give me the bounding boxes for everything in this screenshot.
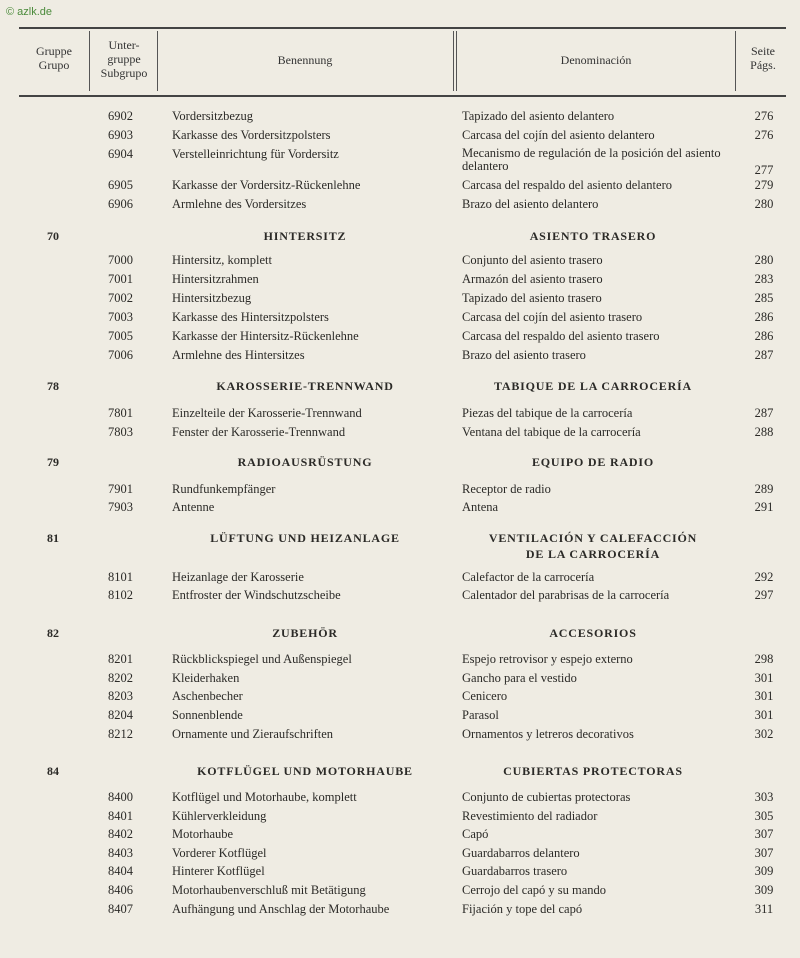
table-row	[0, 808, 800, 824]
table-row	[0, 309, 800, 325]
table-row	[0, 569, 800, 585]
part-name-es: Armazón del asiento trasero	[462, 272, 603, 286]
header-untergruppe: Unter- gruppe Subgrupo	[100, 38, 148, 80]
part-name-de: Rückblickspiegel und Außenspiegel	[172, 652, 352, 666]
subgroup-number: 8403	[108, 846, 133, 860]
subgroup-number: 7002	[108, 291, 133, 305]
part-name-es: Ornamentos y letreros decorativos	[462, 727, 634, 741]
part-name-es: Carcasa del cojín del asiento delantero	[462, 128, 655, 142]
group-number: 84	[47, 764, 59, 778]
page-number: 302	[754, 727, 774, 741]
page-number: 303	[754, 790, 774, 804]
part-name-de: Rundfunkempfänger	[172, 482, 276, 496]
part-name-es: Calefactor de la carrocería	[462, 570, 595, 584]
subgroup-number: 7003	[108, 310, 133, 324]
part-name-es: Carcasa del respaldo del asiento delantero	[462, 178, 672, 192]
group-number: 70	[47, 229, 59, 243]
group-title-de: LÜFTUNG UND HEIZANLAGE	[210, 531, 400, 545]
part-name-es: Guardabarros trasero	[462, 864, 568, 878]
part-name-de: Motorhaubenverschluß mit Betätigung	[172, 883, 366, 897]
subgroup-number: 6904	[108, 147, 133, 161]
part-name-de: Verstelleinrichtung für Vordersitz	[172, 147, 339, 161]
page-number: 298	[754, 652, 774, 666]
part-name-de: Ornamente und Zieraufschriften	[172, 727, 334, 741]
part-name-es: Receptor de radio	[462, 482, 551, 496]
table-row	[0, 196, 800, 212]
part-name-de: Karkasse der Vordersitz-Rückenlehne	[172, 178, 361, 192]
page-number: 279	[754, 178, 774, 192]
part-name-es: Cerrojo del capó y su mando	[462, 883, 607, 897]
subgroup-number: 8407	[108, 902, 133, 916]
group-title-es: ACCESORIOS	[549, 626, 637, 640]
page-number: 301	[754, 708, 774, 722]
part-name-es: Brazo del asiento delantero	[462, 197, 599, 211]
part-name-de: Entfroster der Windschutzscheibe	[172, 588, 341, 602]
group-title-de: KOTFLÜGEL UND MOTORHAUBE	[197, 764, 413, 778]
table-row	[0, 826, 800, 842]
part-name-es: Gancho para el vestido	[462, 671, 577, 685]
group-number: 78	[47, 379, 59, 393]
subgroup-number: 6906	[108, 197, 133, 211]
subgroup-number: 7803	[108, 425, 133, 439]
subgroup-number: 8102	[108, 588, 133, 602]
group-number: 82	[47, 626, 59, 640]
page-number: 285	[754, 291, 774, 305]
part-name-es: Antena	[462, 500, 499, 514]
group-number: 79	[47, 455, 59, 469]
group-header-row	[0, 530, 800, 561]
subgroup-number: 7005	[108, 329, 133, 343]
part-name-de: Karkasse der Hintersitz-Rückenlehne	[172, 329, 359, 343]
group-title-es: ASIENTO TRASERO	[529, 229, 657, 243]
part-name-es: Conjunto del asiento trasero	[462, 253, 603, 267]
table-row	[0, 347, 800, 363]
subgroup-number: 6902	[108, 109, 133, 123]
subgroup-number: 7006	[108, 348, 133, 362]
part-name-de: Kleiderhaken	[172, 671, 240, 685]
table-row	[0, 863, 800, 879]
header-benennung: Benennung	[277, 53, 333, 67]
table-row	[0, 328, 800, 344]
page-number: 288	[754, 425, 774, 439]
table-row	[0, 901, 800, 917]
part-name-de: Antenne	[172, 500, 215, 514]
page-number: 307	[754, 846, 774, 860]
header-seite: Seite Págs.	[750, 44, 776, 72]
column-divider	[453, 31, 454, 91]
table-row	[0, 789, 800, 805]
part-name-de: Armlehne des Hintersitzes	[172, 348, 305, 362]
page-number: 276	[754, 128, 774, 142]
part-name-de: Sonnenblende	[172, 708, 243, 722]
group-number: 81	[47, 531, 59, 545]
subgroup-number: 8212	[108, 727, 133, 741]
column-divider	[735, 31, 736, 91]
table-row	[0, 405, 800, 421]
group-title-es: EQUIPO DE RADIO	[531, 455, 654, 469]
page-number: 305	[754, 809, 774, 823]
group-header-row	[0, 378, 800, 394]
column-divider	[89, 31, 90, 91]
subgroup-number: 8203	[108, 689, 133, 703]
group-header-row	[0, 763, 800, 779]
part-name-es: Piezas del tabique de la carrocería	[462, 406, 633, 420]
part-name-es: Carcasa del cojín del asiento trasero	[462, 310, 643, 324]
table-row	[0, 707, 800, 723]
table-row	[0, 271, 800, 287]
subgroup-number: 8402	[108, 827, 133, 841]
part-name-de: Kühlerverkleidung	[172, 809, 267, 823]
page-number: 283	[754, 272, 774, 286]
subgroup-number: 7001	[108, 272, 133, 286]
group-title-es-line2: DE LA CARROCERÍA	[525, 547, 661, 561]
part-name-de: Vordersitzbezug	[172, 109, 253, 123]
page-number: 291	[754, 500, 774, 514]
page-number: 286	[754, 310, 774, 324]
group-title-de: HINTERSITZ	[263, 229, 347, 243]
page-number: 280	[754, 197, 774, 211]
part-name-de: Hintersitzbezug	[172, 291, 252, 305]
part-name-es: Calentador del parabrisas de la carrocería	[462, 588, 670, 602]
page-number: 301	[754, 689, 774, 703]
part-name-de: Hintersitzrahmen	[172, 272, 259, 286]
subgroup-number: 8404	[108, 864, 133, 878]
group-header-row	[0, 454, 800, 470]
page-number: 301	[754, 671, 774, 685]
part-name-de: Heizanlage der Karosserie	[172, 570, 304, 584]
part-name-de: Einzelteile der Karosserie-Trennwand	[172, 406, 362, 420]
part-name-es: Capó	[462, 827, 489, 841]
part-name-de: Vorderer Kotflügel	[172, 846, 267, 860]
subgroup-number: 8101	[108, 570, 133, 584]
page-number: 289	[754, 482, 774, 496]
part-name-de: Aufhängung und Anschlag der Motorhaube	[172, 902, 390, 916]
subgroup-number: 6903	[108, 128, 133, 142]
subgroup-number: 7901	[108, 482, 133, 496]
page-number: 307	[754, 827, 774, 841]
table-row	[0, 688, 800, 704]
part-name-de: Karkasse des Vordersitzpolsters	[172, 128, 331, 142]
page-number: 276	[754, 109, 774, 123]
subgroup-number: 8201	[108, 652, 133, 666]
page-number: 287	[754, 406, 774, 420]
subgroup-number: 7801	[108, 406, 133, 420]
group-title-es: VENTILACIÓN Y CALEFACCIÓN DE LA CARROCERÍA	[488, 531, 698, 561]
subgroup-number: 7000	[108, 253, 133, 267]
table-row	[0, 177, 800, 193]
table-row	[0, 587, 800, 603]
table-row	[0, 481, 800, 497]
page-number: 309	[754, 864, 774, 878]
group-title-es: TABIQUE DE LA CARROCERÍA	[493, 379, 692, 393]
table-row	[0, 127, 800, 143]
table-row	[0, 845, 800, 861]
part-name-es: Tapizado del asiento trasero	[462, 291, 602, 305]
group-title-de: RADIOAUSRÜSTUNG	[237, 455, 373, 469]
subgroup-number: 7903	[108, 500, 133, 514]
page-number: 297	[754, 588, 774, 602]
table-row	[0, 651, 800, 667]
part-name-de: Motorhaube	[172, 827, 234, 841]
table-row	[0, 146, 800, 177]
page-number: 286	[754, 329, 774, 343]
page-number: 311	[754, 902, 774, 916]
part-name-de: Hinterer Kotflügel	[172, 864, 265, 878]
page-number: 280	[754, 253, 774, 267]
group-header-row	[0, 228, 800, 244]
part-name-de: Aschenbecher	[172, 689, 243, 703]
subgroup-number: 8202	[108, 671, 133, 685]
header-gruppe: Gruppe Grupo	[36, 44, 72, 72]
table-row	[0, 726, 800, 742]
part-name-es: Conjunto de cubiertas protectoras	[462, 790, 631, 804]
part-name-es: Tapizado del asiento delantero	[462, 109, 615, 123]
table-row	[0, 108, 800, 124]
part-name-de: Kotflügel und Motorhaube, komplett	[172, 790, 357, 804]
group-title-de: ZUBEHÖR	[272, 626, 338, 640]
part-name-de: Karkasse des Hintersitzpolsters	[172, 310, 329, 324]
group-title-es: CUBIERTAS PROTECTORAS	[503, 764, 683, 778]
group-header-row	[0, 625, 800, 641]
page-number: 287	[754, 348, 774, 362]
part-name-de: Fenster der Karosserie-Trennwand	[172, 425, 346, 439]
part-name-de: Armlehne des Vordersitzes	[172, 197, 307, 211]
part-name-es: Mecanismo de regulación de la posición del asiento delantero	[462, 146, 721, 173]
watermark: © azlk.de	[6, 6, 53, 18]
part-name-es: Ventana del tabique de la carrocería	[462, 425, 641, 439]
table-row	[0, 499, 800, 515]
table-row	[0, 290, 800, 306]
part-name-es: Revestimiento del radiador	[462, 809, 598, 823]
part-name-de: Hintersitz, komplett	[172, 253, 272, 267]
subgroup-number: 8204	[108, 708, 133, 722]
page-number: 277	[754, 163, 774, 177]
table-row	[0, 882, 800, 898]
page-number: 309	[754, 883, 774, 897]
header-denominacion: Denominación	[560, 53, 632, 67]
part-name-es: Brazo del asiento trasero	[462, 348, 586, 362]
group-title-de: KAROSSERIE-TRENNWAND	[216, 379, 394, 393]
table-row	[0, 424, 800, 440]
page-number: 292	[754, 570, 774, 584]
part-name-es: Parasol	[462, 708, 499, 722]
part-name-es: Carcasa del respaldo del asiento trasero	[462, 329, 660, 343]
table-row	[0, 252, 800, 268]
subgroup-number: 8401	[108, 809, 133, 823]
part-name-es: Guardabarros delantero	[462, 846, 580, 860]
part-name-es: Cenicero	[462, 689, 508, 703]
table-row	[0, 670, 800, 686]
column-divider	[456, 31, 457, 91]
subgroup-number: 8400	[108, 790, 133, 804]
part-name-es: Fijación y tope del capó	[462, 902, 583, 916]
subgroup-number: 6905	[108, 178, 133, 192]
part-name-es: Espejo retrovisor y espejo externo	[462, 652, 633, 666]
column-divider	[157, 31, 158, 91]
subgroup-number: 8406	[108, 883, 133, 897]
